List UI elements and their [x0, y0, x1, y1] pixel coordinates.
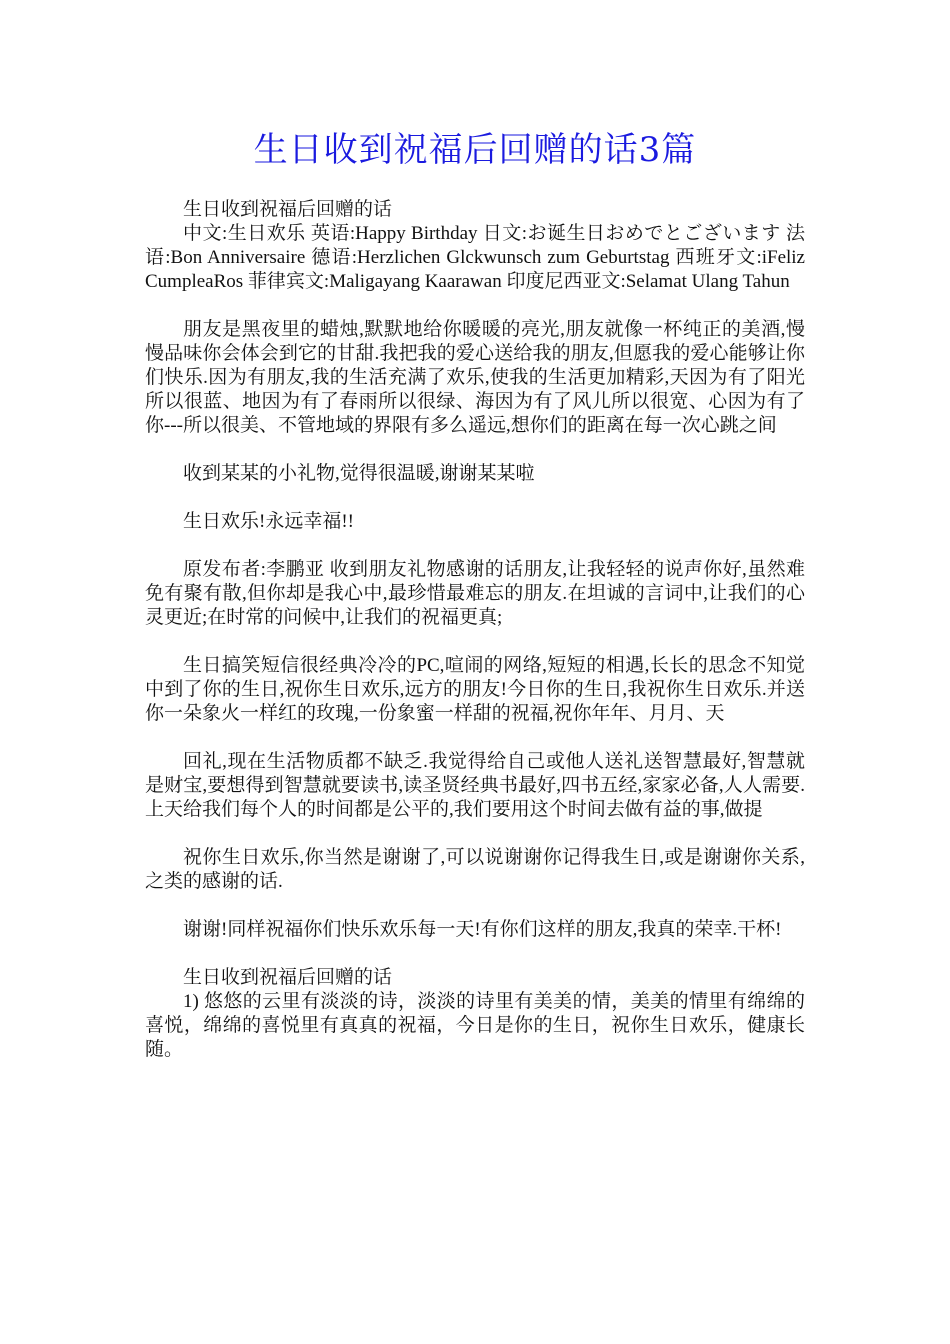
document-body: [145, 198, 805, 1086]
paragraph-original-poster: 原发布者:李鹏亚 收到朋友礼物感谢的话朋友,让我轻轻的说声你好,虽然难免有聚有散,但你却是我心中,最珍惜最难忘的朋友.在坦诚的言词中,让我们的心灵更近;在时常的问候中,让我们的祝福更真;: [145, 559, 805, 628]
paragraph-languages: 中文:生日欢乐 英语:Happy Birthday 日文:お诞生日おめでとございます 法语:Bon Anniversaire 德语:Herzlichen Glckwunsch zum Geburtstag 西班牙文:iFeliz CumpleaRos 菲律宾文:Maligayang Kaarawan 印度尼西亚文:Selamat Ulang Tahun: [145, 223, 805, 292]
paragraph-happy-birthday: 生日欢乐!永远幸福!!: [183, 511, 354, 532]
paragraph-heading-2: 生日收到祝福后回赠的话: [183, 967, 393, 988]
paragraph-heading-1: 生日收到祝福后回赠的话: [183, 199, 393, 220]
paragraph-funny-sms: 生日搞笑短信很经典冷冷的PC,喧闹的网络,短短的相遇,长长的思念不知觉中到了你的生日,祝你生日欢乐,远方的朋友!今日你的生日,我祝你生日欢乐.并送你一朵象火一样红的玫瑰,一份象蜜一样甜的祝福,祝你年年、月月、天: [145, 655, 805, 724]
document-title: 生日收到祝福后回赠的话3篇: [253, 130, 697, 170]
paragraph-return-gift: 回礼,现在生活物质都不缺乏.我觉得给自己或他人送礼送智慧最好,智慧就是财宝,要想得到智慧就要读书,读圣贤经典书最好,四书五经,家家必备,人人需要.上天给我们每个人的时间都是公平的,我们要用这个时间去做有益的事,做提: [145, 751, 805, 820]
paragraph-friendship: 朋友是黑夜里的蜡烛,默默地给你暖暖的亮光,朋友就像一杯纯正的美酒,慢慢品味你会体会到它的甘甜.我把我的爱心送给我的朋友,但愿我的爱心能够让你们快乐.因为有朋友,我的生活充满了欢乐,使我的生活更加精彩,天因为有了阳光所以很蓝、地因为有了春雨所以很绿、海因为有了风儿所以很宽、心因为有了你---所以很美、不管地域的界限有多么遥远,想你们的距离在每一次心跳之间: [145, 319, 805, 436]
paragraph-thanks-reply: 祝你生日欢乐,你当然是谢谢了,可以说谢谢你记得我生日,或是谢谢你关系,之类的感谢的话.: [145, 847, 805, 892]
paragraph-cheers: 谢谢!同样祝福你们快乐欢乐每一天!有你们这样的朋友,我真的荣幸.干杯!: [183, 919, 782, 940]
paragraph-small-gift: 收到某某的小礼物,觉得很温暖,谢谢某某啦: [183, 463, 535, 484]
paragraph-poem-1: 1) 悠悠的云里有淡淡的诗，淡淡的诗里有美美的情，美美的情里有绵绵的喜悦，绵绵的喜悦里有真真的祝福，今日是你的生日，祝你生日欢乐，健康长随。: [145, 991, 805, 1060]
